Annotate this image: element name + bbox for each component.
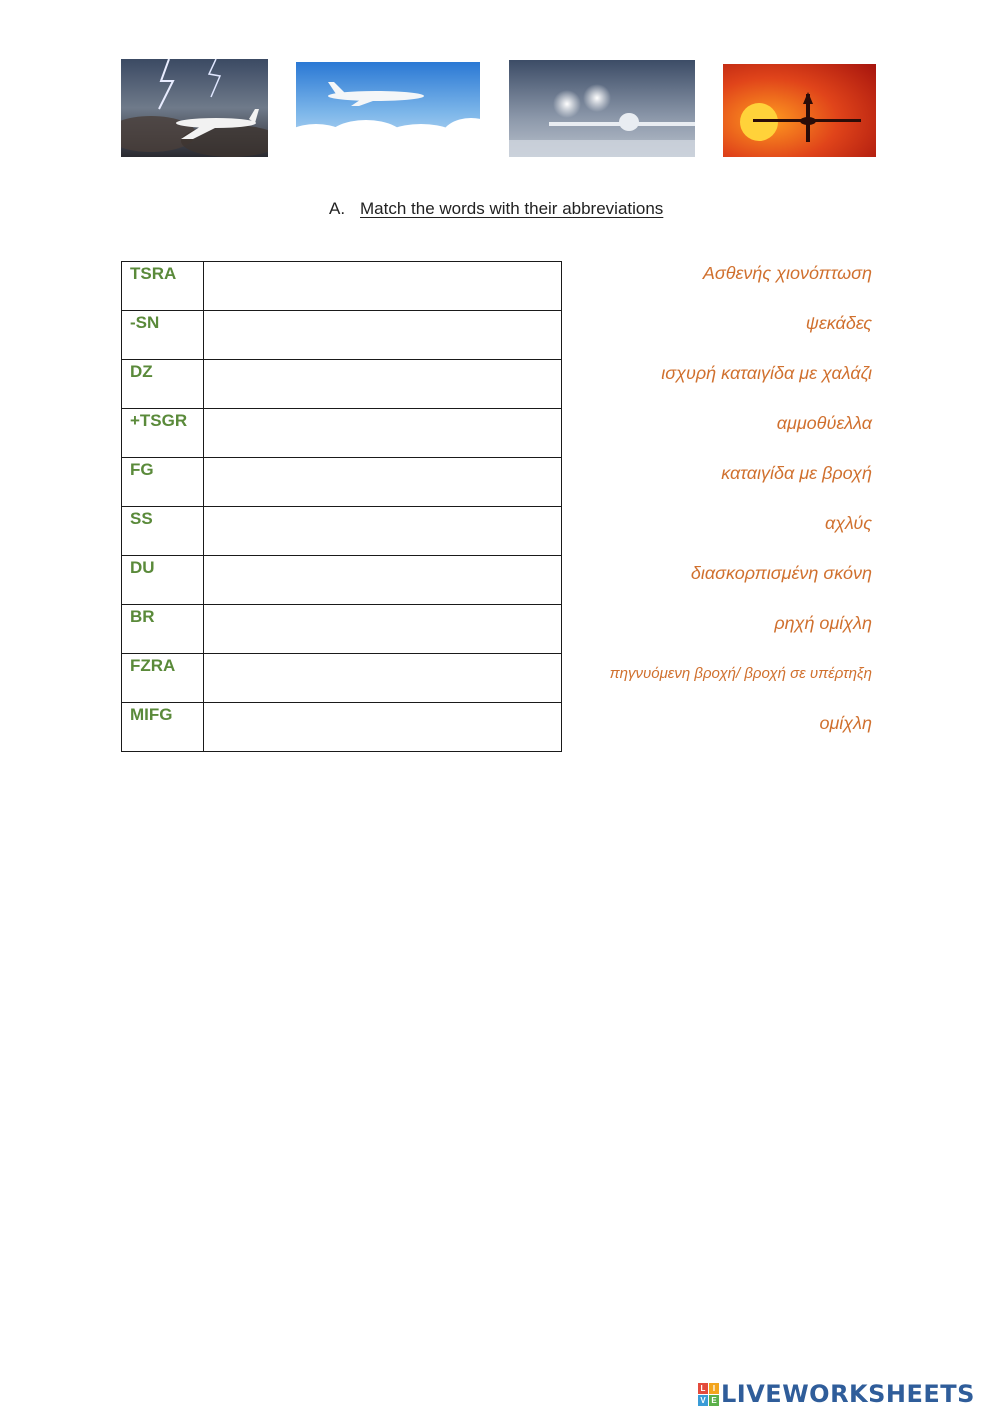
photo-airplane-in-fog bbox=[509, 60, 695, 157]
answer-cell bbox=[204, 360, 562, 409]
exercise-heading bbox=[329, 199, 663, 219]
abbreviation-cell: -SN bbox=[122, 311, 204, 360]
word-item: αμμοθύελλα bbox=[776, 413, 872, 433]
answer-cell bbox=[204, 458, 562, 507]
exercise-number: A. bbox=[329, 199, 346, 218]
answer-cell bbox=[204, 311, 562, 360]
table-row bbox=[122, 311, 562, 360]
abbreviation-cell: MIFG bbox=[122, 703, 204, 752]
photo-thunderstorm-airplane bbox=[121, 59, 268, 157]
word-item: διασκορπισμένη σκόνη bbox=[690, 563, 872, 583]
logo-letter: I bbox=[709, 1383, 719, 1394]
logo-letter: V bbox=[698, 1395, 708, 1406]
answer-cell bbox=[204, 556, 562, 605]
word-item: ρηχή ομίχλη bbox=[774, 613, 872, 633]
abbreviation-cell: DU bbox=[122, 556, 204, 605]
word-item: πηγνυόμενη βροχή/ βροχή σε υπέρτηξη bbox=[609, 665, 872, 682]
answer-input[interactable] bbox=[204, 507, 561, 555]
answer-input[interactable] bbox=[204, 360, 561, 408]
liveworksheets-logo-icon bbox=[698, 1383, 719, 1406]
answer-input[interactable] bbox=[204, 262, 561, 310]
answer-input[interactable] bbox=[204, 458, 561, 506]
abbreviation-cell: DZ bbox=[122, 360, 204, 409]
abbreviation-cell: TSRA bbox=[122, 262, 204, 311]
answer-cell bbox=[204, 703, 562, 752]
table-row bbox=[122, 360, 562, 409]
abbreviation-cell: SS bbox=[122, 507, 204, 556]
answer-input[interactable] bbox=[204, 556, 561, 604]
liveworksheets-brand bbox=[698, 1380, 975, 1408]
exercise-instruction: Match the words with their abbreviations bbox=[360, 199, 664, 218]
abbreviation-table bbox=[121, 261, 562, 752]
answer-input[interactable] bbox=[204, 654, 561, 702]
word-list bbox=[566, 261, 872, 761]
table-row bbox=[122, 507, 562, 556]
answer-cell bbox=[204, 605, 562, 654]
logo-letter: E bbox=[709, 1395, 719, 1406]
table-row bbox=[122, 654, 562, 703]
abbreviation-cell: +TSGR bbox=[122, 409, 204, 458]
word-item: ισχυρή καταιγίδα με χαλάζι bbox=[661, 363, 872, 383]
answer-cell bbox=[204, 262, 562, 311]
answer-input[interactable] bbox=[204, 605, 561, 653]
word-item: ψεκάδες bbox=[805, 313, 872, 333]
photo-airplane-above-clouds bbox=[296, 62, 480, 157]
abbreviation-cell: BR bbox=[122, 605, 204, 654]
logo-letter: L bbox=[698, 1383, 708, 1394]
answer-cell bbox=[204, 507, 562, 556]
table-row bbox=[122, 605, 562, 654]
answer-input[interactable] bbox=[204, 703, 561, 751]
table-row bbox=[122, 458, 562, 507]
brand-name: LIVEWORKSHEETS bbox=[721, 1380, 975, 1408]
answer-cell bbox=[204, 654, 562, 703]
table-row bbox=[122, 556, 562, 605]
word-item: καταιγίδα με βροχή bbox=[721, 463, 872, 483]
table-row bbox=[122, 262, 562, 311]
photo-airplane-sunset bbox=[723, 64, 876, 157]
word-item: Ασθενής χιονόπτωση bbox=[702, 263, 872, 283]
answer-cell bbox=[204, 409, 562, 458]
table-row bbox=[122, 409, 562, 458]
word-item: ομίχλη bbox=[819, 713, 872, 733]
answer-input[interactable] bbox=[204, 409, 561, 457]
word-item: αχλύς bbox=[824, 513, 872, 533]
answer-input[interactable] bbox=[204, 311, 561, 359]
abbreviation-cell: FZRA bbox=[122, 654, 204, 703]
abbreviation-cell: FG bbox=[122, 458, 204, 507]
table-row bbox=[122, 703, 562, 752]
